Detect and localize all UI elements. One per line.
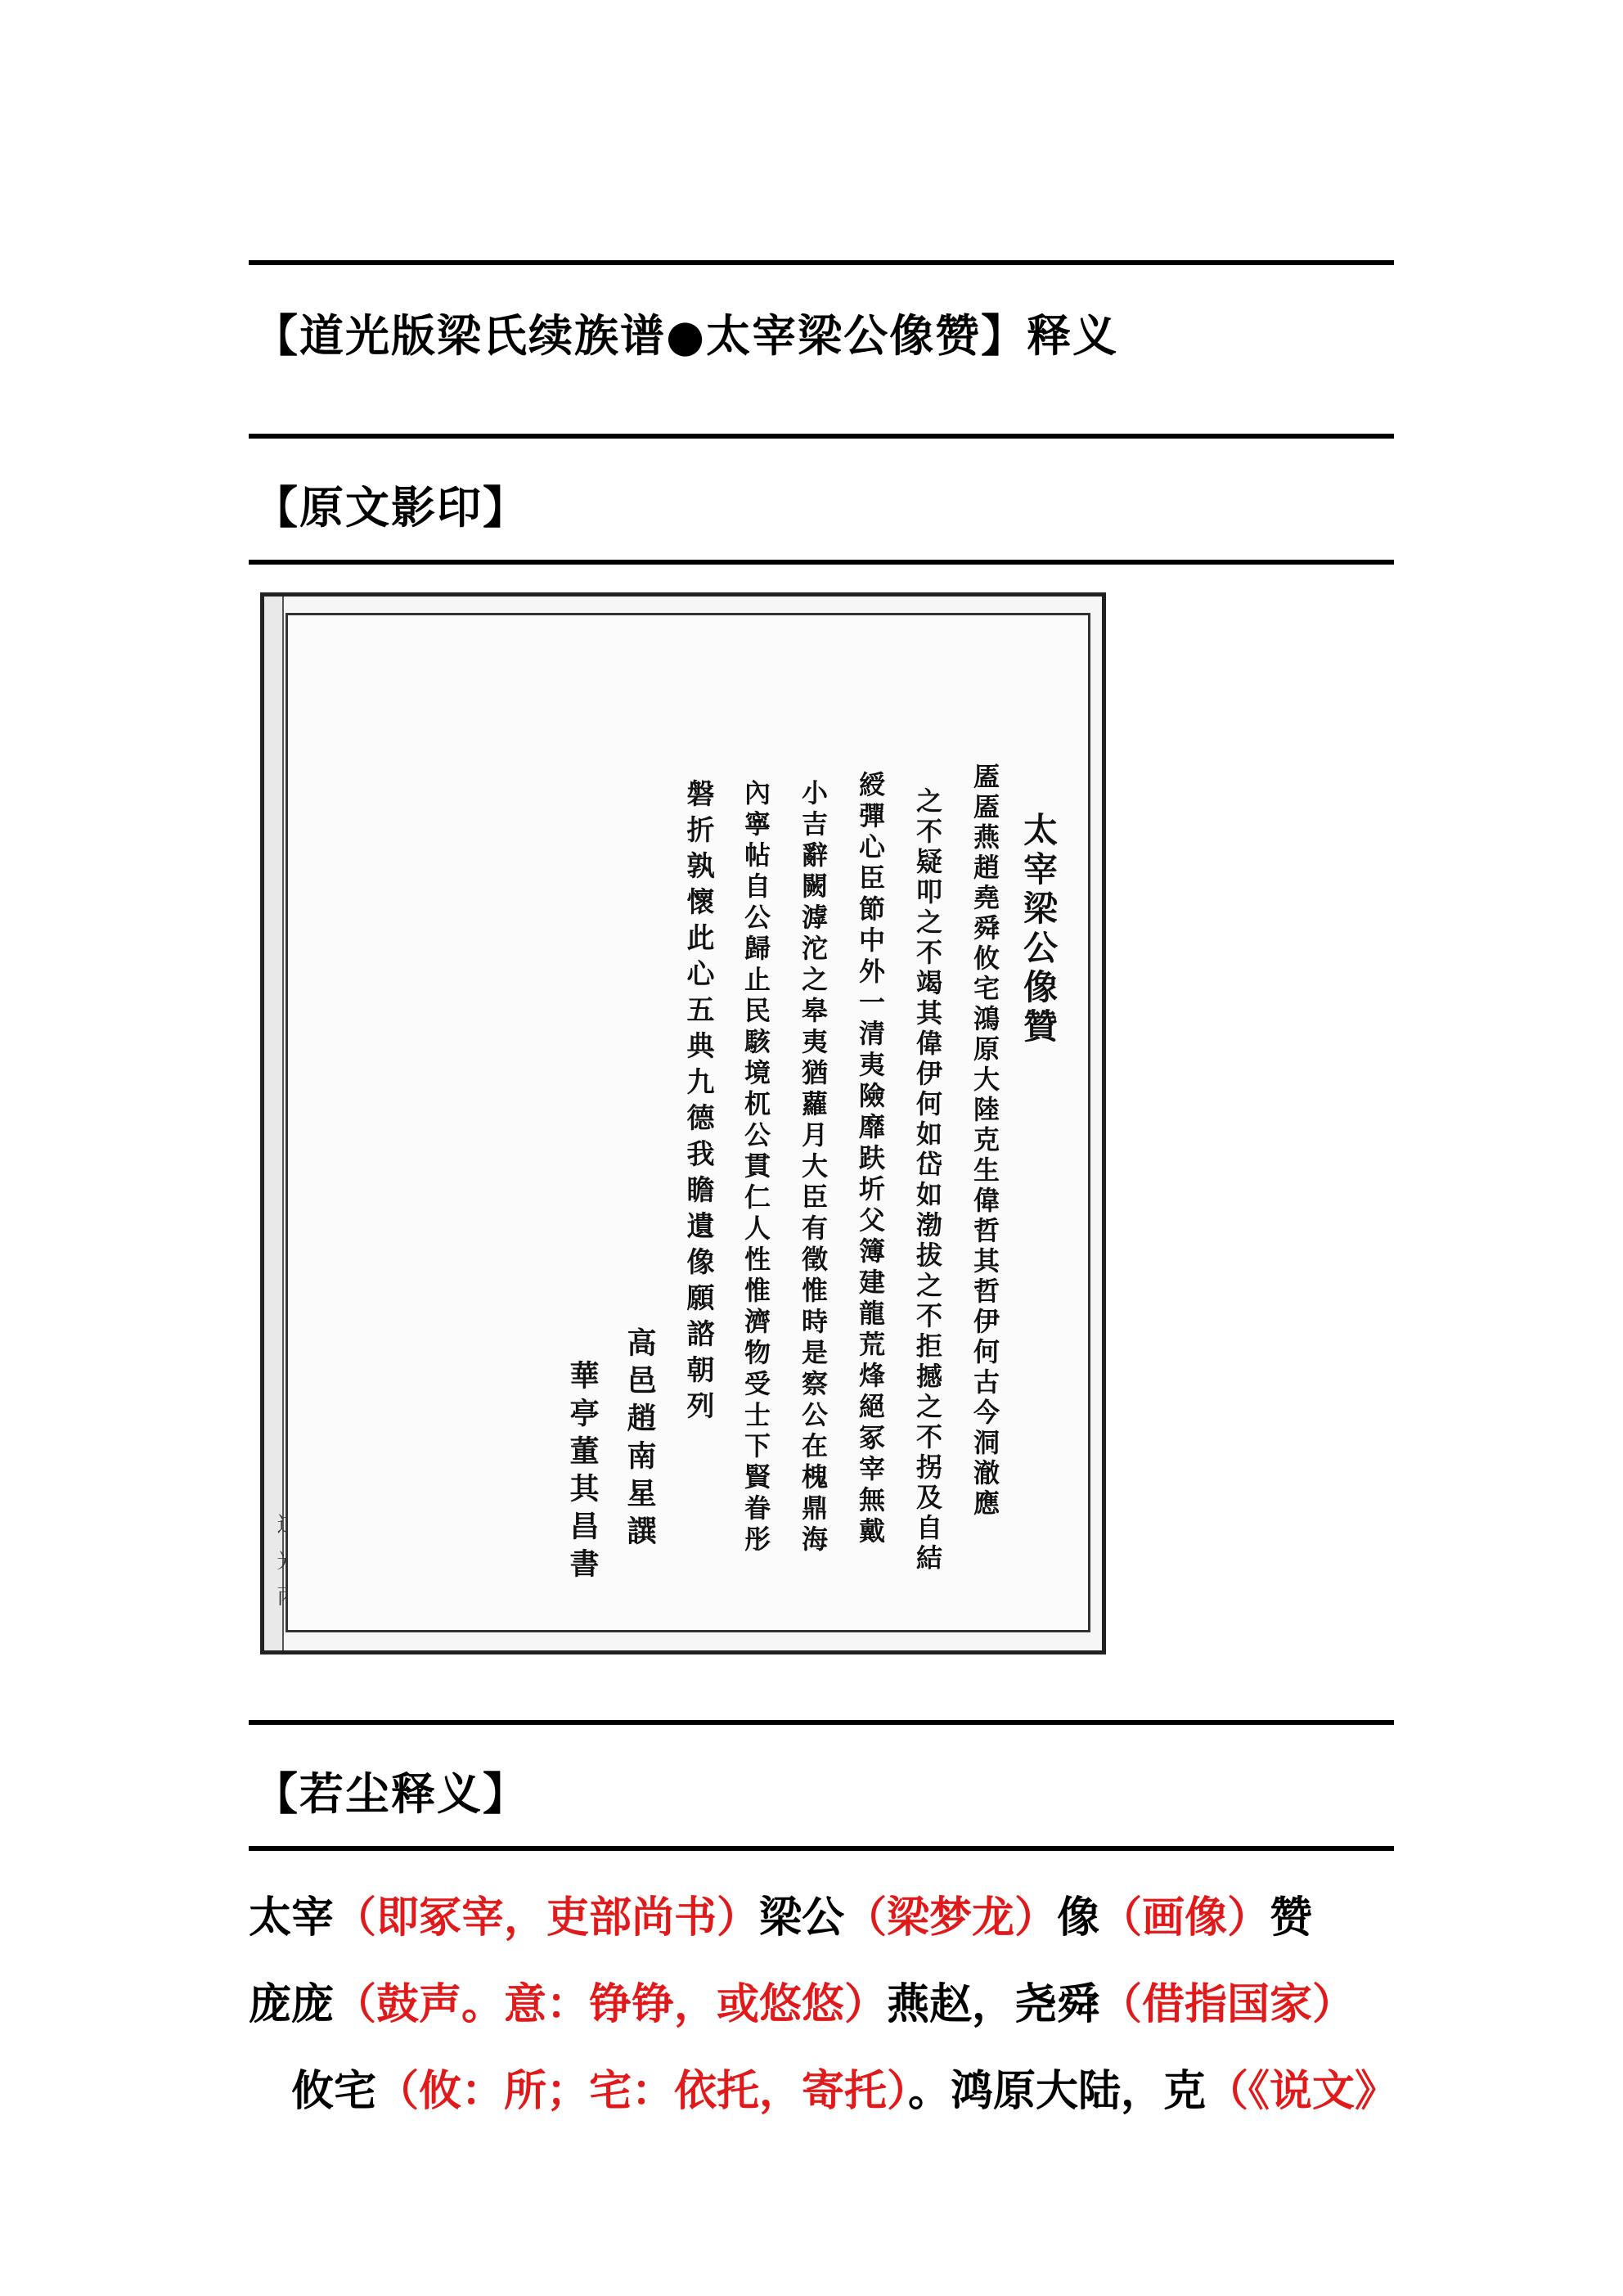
section-heading-original: 【原文影印】 xyxy=(254,481,528,533)
scan-column: 磐折孰懷此心五典九德我瞻遺像願諮朝列 xyxy=(681,779,714,1427)
scan-column-author: 高邑趙南星譔 xyxy=(623,1327,657,1553)
annotation-run: （即冢宰，吏部尚书） xyxy=(334,1893,760,1943)
annotation-run: （梁梦龙） xyxy=(844,1893,1058,1943)
text-run: 攸宅 xyxy=(291,2066,377,2116)
annotation-run: （攸：所；宅：依托，寄托） xyxy=(376,2066,909,2116)
text-run: 燕赵，尧舜 xyxy=(887,1979,1100,2029)
text-run: 庞庞 xyxy=(249,1979,335,2029)
original-scan-image xyxy=(260,592,1106,1654)
rule-before-original xyxy=(249,434,1394,439)
text-run: 梁公 xyxy=(759,1893,845,1943)
scan-column-calligrapher: 華亭董其昌書 xyxy=(565,1360,600,1586)
annotation-run: （画像） xyxy=(1099,1893,1270,1943)
top-rule xyxy=(249,260,1394,265)
scan-column-title: 太宰梁公像贊 xyxy=(1018,812,1059,1047)
interpretation-line xyxy=(291,2066,1398,2116)
text-run: 像 xyxy=(1057,1893,1100,1943)
text-run: 太宰 xyxy=(249,1893,335,1943)
annotation-run: （鼓声。意：铮铮，或悠悠） xyxy=(334,1979,888,2029)
scan-page-frame xyxy=(285,613,1090,1632)
annotation-run: （借指国家） xyxy=(1099,1979,1355,2029)
scan-column: 內寧帖自公歸止民駭境杌公貫仁人性惟濟物受士下賢眷彤 xyxy=(740,779,771,1556)
scan-column: 㕎㕎燕趙堯舜攸宅鴻原大陸克生偉哲其哲伊何古今洞澈應 xyxy=(969,763,1000,1519)
interpretation-line xyxy=(249,1979,1355,2029)
section-heading-interpretation: 【若尘释义】 xyxy=(254,1767,528,1820)
text-run: 。鸿原大陆，克 xyxy=(908,2066,1207,2116)
scan-column: 綬彈心臣節中外一清夷險靡趺圻父簿建龍荒烽絕冢宰無戴 xyxy=(855,771,886,1548)
document-title: 【道光版梁氏续族谱●太宰梁公像赞】释义 xyxy=(254,309,1119,362)
scan-binding-edge xyxy=(264,597,284,1650)
rule-after-interpretation xyxy=(249,1846,1394,1851)
scan-column: 小吉辭闕滹沱之皋夷猶蘿月大臣有徵惟時是察公在槐鼎海 xyxy=(798,779,829,1556)
rule-before-interpretation xyxy=(249,1720,1394,1725)
interpretation-line xyxy=(249,1893,1313,1943)
text-run: 赞 xyxy=(1270,1893,1313,1943)
scan-column: 之不疑叩之不竭其偉伊何如岱如渤拔之不拒撼之不拐及自結 xyxy=(912,787,943,1574)
rule-after-original xyxy=(249,560,1394,565)
annotation-run: （《说文》 xyxy=(1206,2066,1398,2116)
